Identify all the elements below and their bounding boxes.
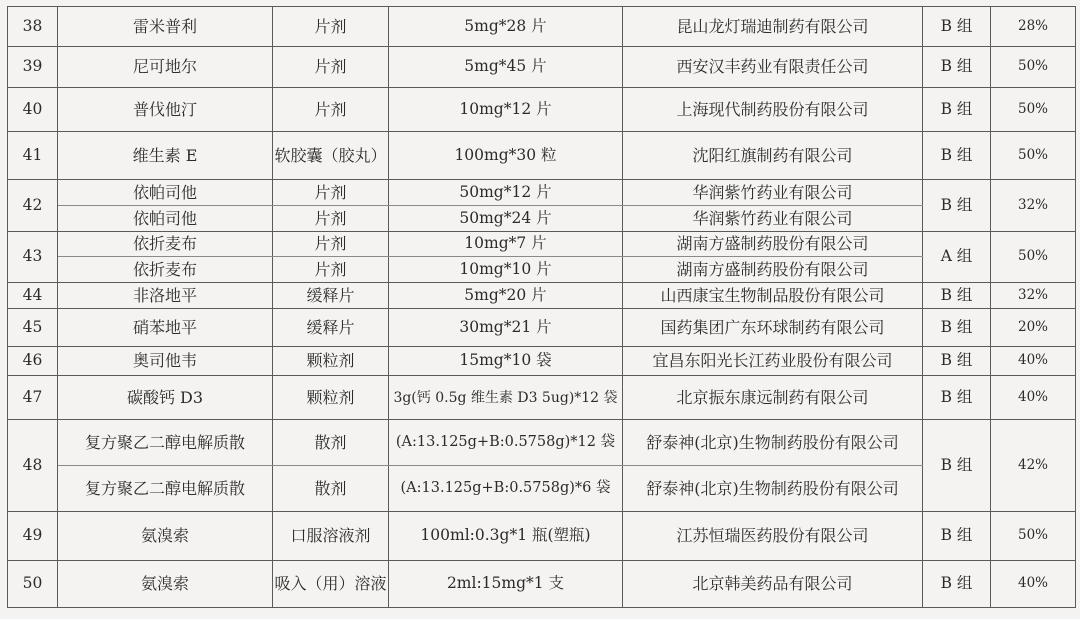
specification: 5mg*45 片 [389, 47, 623, 88]
group-label: A 组 [923, 232, 991, 283]
table-row [8, 561, 1076, 608]
table-row [8, 283, 1076, 309]
drug-list-table [7, 6, 1076, 608]
group-label: B 组 [923, 376, 991, 420]
manufacturer: 西安汉丰药业有限责任公司 [623, 47, 923, 88]
group-label: B 组 [923, 561, 991, 608]
specification: 10mg*7 片 [389, 232, 623, 257]
row-number: 46 [8, 347, 58, 376]
manufacturer: 江苏恒瑞医药股份有限公司 [623, 512, 923, 561]
group-label: B 组 [923, 283, 991, 309]
ratio-value: 40% [991, 561, 1076, 608]
drug-name: 尼可地尔 [58, 47, 273, 88]
manufacturer: 舒泰神(北京)生物制药股份有限公司 [623, 420, 923, 466]
ratio-value: 20% [991, 309, 1076, 347]
group-label: B 组 [923, 180, 991, 232]
drug-name: 非洛地平 [58, 283, 273, 309]
specification: 100mg*30 粒 [389, 132, 623, 180]
drug-name: 氨溴索 [58, 561, 273, 608]
manufacturer: 宜昌东阳光长江药业股份有限公司 [623, 347, 923, 376]
specification: 15mg*10 袋 [389, 347, 623, 376]
group-label: B 组 [923, 309, 991, 347]
dosage-form: 吸入（用）溶液 [273, 561, 389, 608]
manufacturer: 湖南方盛制药股份有限公司 [623, 232, 923, 257]
manufacturer: 湖南方盛制药股份有限公司 [623, 257, 923, 283]
ratio-value: 32% [991, 283, 1076, 309]
table-row [8, 132, 1076, 180]
row-number: 40 [8, 88, 58, 132]
dosage-form: 口服溶液剂 [273, 512, 389, 561]
drug-name: 碳酸钙 D3 [58, 376, 273, 420]
group-label: B 组 [923, 347, 991, 376]
drug-name: 普伐他汀 [58, 88, 273, 132]
specification: 50mg*24 片 [389, 206, 623, 232]
manufacturer: 北京韩美药品有限公司 [623, 561, 923, 608]
drug-name: 复方聚乙二醇电解质散 [58, 420, 273, 466]
specification: 5mg*28 片 [389, 7, 623, 47]
dosage-form: 片剂 [273, 88, 389, 132]
drug-name: 复方聚乙二醇电解质散 [58, 466, 273, 512]
ratio-value: 50% [991, 47, 1076, 88]
drug-name: 氨溴索 [58, 512, 273, 561]
group-label: B 组 [923, 132, 991, 180]
table-row [8, 309, 1076, 347]
drug-name: 奥司他韦 [58, 347, 273, 376]
table-row [8, 376, 1076, 420]
manufacturer: 华润紫竹药业有限公司 [623, 180, 923, 206]
dosage-form: 片剂 [273, 7, 389, 47]
table-row [8, 347, 1076, 376]
drug-name: 依帕司他 [58, 180, 273, 206]
ratio-value: 50% [991, 132, 1076, 180]
dosage-form: 片剂 [273, 257, 389, 283]
specification: (A:13.125g+B:0.5758g)*6 袋 [389, 466, 623, 512]
dosage-form: 片剂 [273, 232, 389, 257]
table-row [8, 232, 1076, 257]
dosage-form: 软胶囊（胶丸） [273, 132, 389, 180]
specification: 2ml:15mg*1 支 [389, 561, 623, 608]
group-label: B 组 [923, 88, 991, 132]
drug-name: 维生素 E [58, 132, 273, 180]
row-number: 50 [8, 561, 58, 608]
dosage-form: 散剂 [273, 420, 389, 466]
specification: 5mg*20 片 [389, 283, 623, 309]
row-number: 45 [8, 309, 58, 347]
drug-name: 依折麦布 [58, 257, 273, 283]
dosage-form: 片剂 [273, 206, 389, 232]
ratio-value: 40% [991, 376, 1076, 420]
group-label: B 组 [923, 7, 991, 47]
specification: 100ml:0.3g*1 瓶(塑瓶) [389, 512, 623, 561]
row-number: 38 [8, 7, 58, 47]
group-label: B 组 [923, 47, 991, 88]
drug-name: 依折麦布 [58, 232, 273, 257]
manufacturer: 北京振东康远制药有限公司 [623, 376, 923, 420]
ratio-value: 50% [991, 232, 1076, 283]
specification: (A:13.125g+B:0.5758g)*12 袋 [389, 420, 623, 466]
ratio-value: 32% [991, 180, 1076, 232]
dosage-form: 散剂 [273, 466, 389, 512]
drug-name: 硝苯地平 [58, 309, 273, 347]
dosage-form: 片剂 [273, 47, 389, 88]
table-row [8, 88, 1076, 132]
dosage-form: 缓释片 [273, 283, 389, 309]
manufacturer: 国药集团广东环球制药有限公司 [623, 309, 923, 347]
specification: 30mg*21 片 [389, 309, 623, 347]
table-row [8, 420, 1076, 466]
manufacturer: 昆山龙灯瑞迪制药有限公司 [623, 7, 923, 47]
dosage-form: 颗粒剂 [273, 347, 389, 376]
group-label: B 组 [923, 420, 991, 512]
table-row [8, 466, 1076, 512]
table-row [8, 257, 1076, 283]
table-row [8, 206, 1076, 232]
ratio-value: 50% [991, 88, 1076, 132]
manufacturer: 沈阳红旗制药有限公司 [623, 132, 923, 180]
ratio-value: 28% [991, 7, 1076, 47]
dosage-form: 缓释片 [273, 309, 389, 347]
dosage-form: 颗粒剂 [273, 376, 389, 420]
specification: 3g(钙 0.5g 维生素 D3 5ug)*12 袋 [389, 376, 623, 420]
row-number: 41 [8, 132, 58, 180]
dosage-form: 片剂 [273, 180, 389, 206]
ratio-value: 40% [991, 347, 1076, 376]
drug-name: 雷米普利 [58, 7, 273, 47]
table-row [8, 512, 1076, 561]
table-row [8, 180, 1076, 206]
manufacturer: 华润紫竹药业有限公司 [623, 206, 923, 232]
row-number: 42 [8, 180, 58, 232]
drug-name: 依帕司他 [58, 206, 273, 232]
row-number: 39 [8, 47, 58, 88]
ratio-value: 50% [991, 512, 1076, 561]
row-number: 44 [8, 283, 58, 309]
row-number: 49 [8, 512, 58, 561]
row-number: 48 [8, 420, 58, 512]
row-number: 47 [8, 376, 58, 420]
manufacturer: 舒泰神(北京)生物制药股份有限公司 [623, 466, 923, 512]
manufacturer: 上海现代制药股份有限公司 [623, 88, 923, 132]
specification: 10mg*12 片 [389, 88, 623, 132]
row-number: 43 [8, 232, 58, 283]
specification: 10mg*10 片 [389, 257, 623, 283]
ratio-value: 42% [991, 420, 1076, 512]
table-row [8, 47, 1076, 88]
manufacturer: 山西康宝生物制品股份有限公司 [623, 283, 923, 309]
specification: 50mg*12 片 [389, 180, 623, 206]
group-label: B 组 [923, 512, 991, 561]
table-row [8, 7, 1076, 47]
